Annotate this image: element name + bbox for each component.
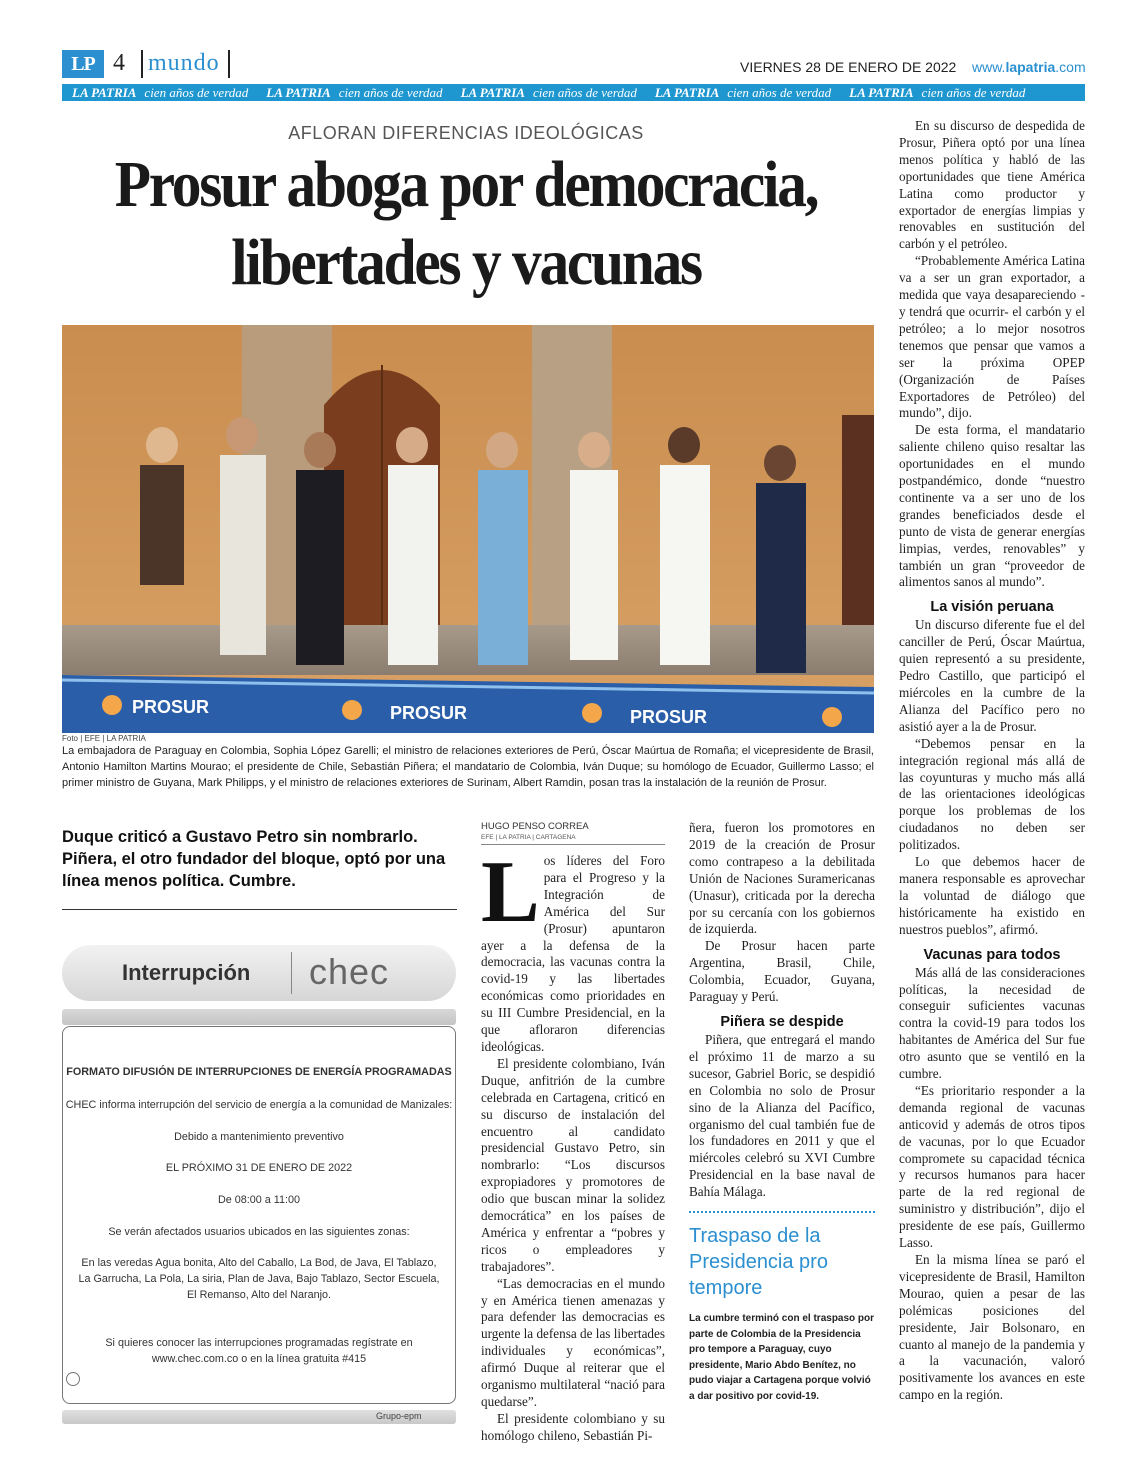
sidebar-text: La cumbre terminó con el traspaso por parte de Colombia de la Presidencia pro tempore a Paraguay, cuyo presidente, Mario Abdo Benítez, no pudo viajar a Cartagena porque volvió a dar positivo por covid-19. — [689, 1313, 875, 1402]
drop-cap: L — [481, 844, 540, 941]
article-column-2 — [689, 820, 875, 1404]
ad-zones: La Garrucha, La Pola, La siria, Plan de Java, Bajo Tablazo, Sector Escuela, — [78, 1273, 440, 1285]
article-paragraph: Lo que debemos hacer de manera responsable es aprovechar la voluntad de diálogo que históricamente ha existido en nuestros pueblos”, afirmó. — [899, 854, 1085, 937]
website-link[interactable]: www.lapatria.com — [972, 59, 1086, 75]
ad-date: EL PRÓXIMO 31 DE ENERO DE 2022 — [165, 1162, 353, 1174]
ad-title: Interrupción — [122, 960, 251, 985]
ad-register-link[interactable]: www.chec.com.co o en la línea gratuita #415 — [151, 1353, 367, 1365]
article-paragraph: Más allá de las consideraciones políticas, la necesidad de conseguir suficientes vacunas contra la covid-19 para todos los habitantes de América del Sur fue otro asunto que se ventiló en la cumbre. — [899, 964, 1085, 1082]
article-column-right — [899, 118, 1085, 1404]
subhead: La visión peruana — [930, 599, 1054, 616]
ad-register: Si quieres conocer las interrupciones programadas regístrate en — [105, 1337, 413, 1349]
article-paragraph: El presidente colombiano, Iván Duque, anfitrión de la cumbre celebrada en Cartagena, criticó en su discurso de instalación del encuentro al candidato presidencial Gustavo Petro, sin nombrarlo: “Los discursos expropiadores y promotores de odio que buscan minar la solidez democrática” en los países de América y enfrentar a “pobres y ricos o empleadores y trabajadores”. — [481, 1055, 665, 1274]
article-paragraph: “Las democracias en el mundo y en América tienen amenazas y para defender las democracias es urgente la defensa de las libertades individuales y económicas”, afirmó Duque al reiterar que el organismo multilateral “nació para quedarse”. — [481, 1275, 665, 1409]
banner-text: PROSUR — [390, 703, 468, 723]
ad-zones-intro: Se verán afectados usuarios ubicados en las siguientes zonas: — [108, 1226, 410, 1238]
page-number: 4 — [113, 50, 125, 76]
article-paragraph: Los líderes del Foro para el Progreso y la Integración de América del Sur (Prosur) apuntaron ayer a la defensa de la democracia, las vacunas contra la covid-19 y las libertades económicas como prioridades en su III Cumbre Presidencial, en la que afloraron diferencias ideológicas. — [481, 844, 665, 1054]
author-byline: HUGO PENSO CORREA — [481, 821, 589, 832]
header-divider — [141, 50, 143, 78]
article-paragraph: Piñera, que entregará el mando el próximo 11 de marzo a su sucesor, Gabriel Boric, se despidió en Colombia no solo de Prosur sino de la Alianza del Pacífico, organismo del cual también fue de los fundadores en 2011 y que el miércoles celebró su XVI Cumbre Presidencial en la base naval de Bahía Málaga. — [689, 1031, 875, 1200]
ad-zones: El Remanso, Alto del Naranjo. — [186, 1289, 332, 1301]
article-column-1 — [481, 820, 665, 1445]
photo-caption: La embajadora de Paraguay en Colombia, Sophia López Garelli; el ministro de relaciones exteriores de Perú, Óscar Maúrtua de Romaña; el vicepresidente de Brasil, Antonio Hamilton Martins Mourao; el presidente de Chile, Sebastián Piñera; el mandatario de Colombia, Iván Duque; su homólogo de Ecuador, Guillermo Lasso; el primer ministro de Guyana, Mark Philipps, y el ministro de relaciones exteriores de Surinam, Albert Ramdin, posan tras la instalación de la reunión de Prosur. — [62, 745, 874, 789]
subhead: Vacunas para todos — [923, 946, 1061, 963]
photo-credit: Foto | EFE | LA PATRIA — [62, 734, 146, 743]
banner-text: PROSUR — [132, 697, 210, 717]
article-paragraph: De Prosur hacen parte Argentina, Brasil, Chile, Colombia, Ecuador, Guyana, Paraguay y Perú. — [689, 938, 875, 1005]
issue-date: VIERNES 28 DE ENERO DE 2022 — [740, 59, 957, 75]
article-paragraph: “Es prioritario responder a la demanda regional de vacunas anticovid y además de otros tipos de vacunas, por lo que Ecuador compromete su capacidad técnica y recursos humanos para hacer parte de la red regional de suministro y distribución”, dijo el presidente de ese país, Guillermo Lasso. — [899, 1082, 1085, 1251]
divider — [62, 909, 457, 910]
ad-zones: En las veredas Agua bonita, Alto del Caballo, La Bod, de Java, El Tablazo, — [81, 1257, 437, 1269]
ad-heading: FORMATO DIFUSIÓN DE INTERRUPCIONES DE ENERGÍA PROGRAMADAS — [66, 1066, 452, 1078]
ad-time: De 08:00 a 11:00 — [217, 1194, 301, 1206]
article-paragraph: “Probablemente América Latina va a ser un gran exportador, a medida que vaya desapareciendo -y tendrá que ocurrir- el carbón y el petróleo; a lo mejor nosotros tenemos que pensar que vamos a ser la próxima OPEP (Organización de Países Exportadores de Petróleo) del mundo”, dijo. — [899, 253, 1085, 421]
article-paragraph: Un discurso diferente fue el del canciller de Perú, Óscar Maúrtua, quien representó a su presidente, Pedro Castillo, que participó el miércoles en la cumbre de la Alianza del Pacífico pero no asistió ayer a la de Prosur. — [899, 617, 1085, 734]
epm-logo: Grupo-epm — [376, 1411, 422, 1421]
article-headline: Prosur aboga por democracia, libertades y vacunas — [114, 148, 818, 299]
article-kicker: AFLORAN DIFERENCIAS IDEOLÓGICAS — [288, 123, 644, 143]
ad-reason: Debido a mantenimiento preventivo — [174, 1131, 344, 1143]
article-paragraph: En su discurso de despedida de Prosur, Piñera optó por una línea menos política y habló de las oportunidades que tiene América Latina como productor y exportador de energías limpias y renovables en sustitución del carbón y el petróleo. — [899, 118, 1085, 252]
ad-intro: CHEC informa interrupción del servicio de energía a la comunidad de Manizales: — [65, 1099, 453, 1111]
sidebar-divider — [689, 1211, 875, 1213]
ad-bar — [62, 1009, 456, 1025]
article-paragraph: El presidente colombiano y su homólogo chileno, Sebastián Pi- — [481, 1410, 665, 1443]
author-byline-sub: EFE | LA PATRIA | CARTAGENA — [481, 833, 665, 845]
brand-strip: LA PATRIA cien años de verdad LA PATRIA cien años de verdad LA PATRIA cien años de verdad LA PATRIA cien años de verdad LA PATRIA cien años de verdad — [62, 84, 1085, 101]
chec-logo: chec — [309, 951, 390, 992]
sidebar-title: Traspaso de la Presidencia pro tempore — [689, 1225, 828, 1300]
article-paragraph: “Debemos pensar en la integración regional más allá de las coyunturas y mucho más allá de las orientaciones ideológicas porque los problemas de los ciudadanos no deben ser politizados. — [899, 735, 1085, 853]
article-paragraph: De esta forma, el mandatario saliente chileno quiso resaltar las oportunidades en el mundo postpandémico, donde “nuestro continente va a ser uno de los grandes beneficiados desde el punto de vista de generar energías limpias, verdes, renovables” y también un gran “proveedor de alimentos sanos al mundo”. — [899, 422, 1085, 590]
seal-icon — [66, 1372, 80, 1386]
article-photo — [62, 325, 874, 733]
banner-text: PROSUR — [630, 707, 708, 727]
subhead: Piñera se despide — [720, 1013, 844, 1030]
newspaper-logo: LP — [62, 50, 104, 78]
article-lede: Duque criticó a Gustavo Petro sin nombrarlo. Piñera, el otro fundador del bloque, optó por una línea menos política. Cumbre. — [62, 828, 446, 890]
ad-divider — [291, 952, 292, 994]
article-paragraph: ñera, fueron los promotores en 2019 de la creación de Prosur como contrapeso a la debilitada Unión de Naciones Suramericanas (Unasur), criticada por la derecha por su cercanía con los gobiernos de izquierda. — [689, 820, 875, 937]
header-divider — [228, 50, 230, 78]
section-name: mundo — [148, 50, 220, 76]
article-paragraph: En la misma línea se paró el vicepresidente de Brasil, Hamilton Mourao, quien a pesar de las polémicas posiciones del presidente, Jair Bolsonaro, en cuanto al manejo de la pandemia y a la vacunación, valoró positivamente los avances en este campo en la región. — [899, 1252, 1085, 1403]
